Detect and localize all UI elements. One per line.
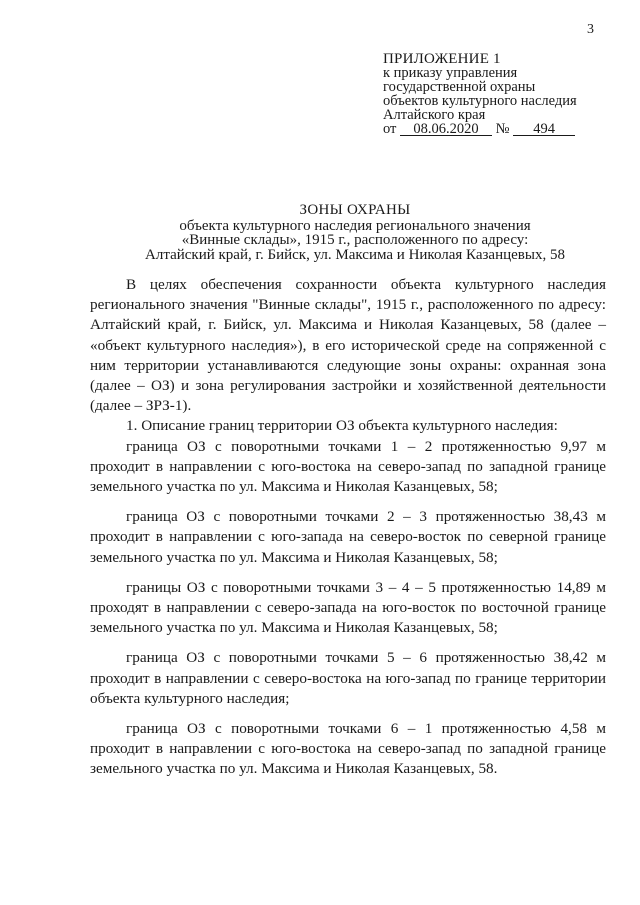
paragraph: граница ОЗ с поворотными точками 1 – 2 протяженностью 9,97 м проходит в направлении с юго-востока на северо-запад по западной границе земельного участка по ул. Максима и Николая Казанцевых, 58; [90, 437, 606, 496]
annex-line: объектов культурного наследия [383, 93, 577, 109]
paragraph: границы ОЗ с поворотными точками 3 – 4 – 5 протяженностью 14,89 м проходят в направлении с северо-запада на юго-восток по восточной границе земельного участка по ул. Максима и Николая Казанцевых, 58; [90, 578, 606, 637]
order-date: 08.06.2020 [400, 123, 492, 136]
heading-line: объекта культурного наследия регионального значения [179, 217, 531, 234]
number-prefix: № [495, 121, 510, 137]
annex-block [383, 52, 577, 136]
order-number: 494 [513, 123, 575, 136]
paragraph: В целях обеспечения сохранности объекта культурного наследия регионального значения "Винные склады", 1915 г., расположенного по адресу: Алтайский край, г. Бийск, ул. Максима и Николая Казанцевых, 58 (далее – «объект культурного наследия»), в его исторической среде на сопряженной с ним территории устанавливаются следующие зоны охраны: охранная зона (далее – ОЗ) и зона регулирования застройки и хозяйственной деятельности (далее – ЗРЗ-1). [90, 276, 606, 415]
page-number: 3 [587, 22, 594, 37]
document-body [90, 275, 606, 780]
annex-title: ПРИЛОЖЕНИЕ 1 [383, 51, 501, 67]
paragraph: граница ОЗ с поворотными точками 6 – 1 протяженностью 4,58 м проходит в направлении с юго-востока на северо-запад по западной границе земельного участка по ул. Максима и Николая Казанцевых, 58. [90, 720, 606, 778]
annex-line: государственной охраны [383, 79, 536, 95]
date-prefix: от [383, 121, 397, 137]
annex-line: к приказу управления [383, 65, 518, 81]
heading-line: «Винные склады», 1915 г., расположенного по адресу: [181, 232, 529, 248]
heading-line: Алтайский край, г. Бийск, ул. Максима и Николая Казанцевых, 58 [145, 246, 565, 263]
section-heading: 1. Описание границ территории ОЗ объекта культурного наследия: [126, 417, 558, 435]
paragraph: граница ОЗ с поворотными точками 2 – 3 протяженностью 38,43 м проходит в направлении с юго-запада на северо-восток по северной границе земельного участка по ул. Максима и Николая Казанцевых, 58; [90, 508, 606, 566]
heading-title: ЗОНЫ ОХРАНЫ [299, 202, 411, 218]
annex-date-line [383, 122, 577, 136]
paragraph: граница ОЗ с поворотными точками 5 – 6 протяженностью 38,42 м проходит в направлении с северо-востока на юго-запад по границе территории объекта культурного наследия; [90, 649, 606, 707]
document-heading [90, 203, 620, 262]
annex-line: Алтайского края [383, 107, 486, 123]
